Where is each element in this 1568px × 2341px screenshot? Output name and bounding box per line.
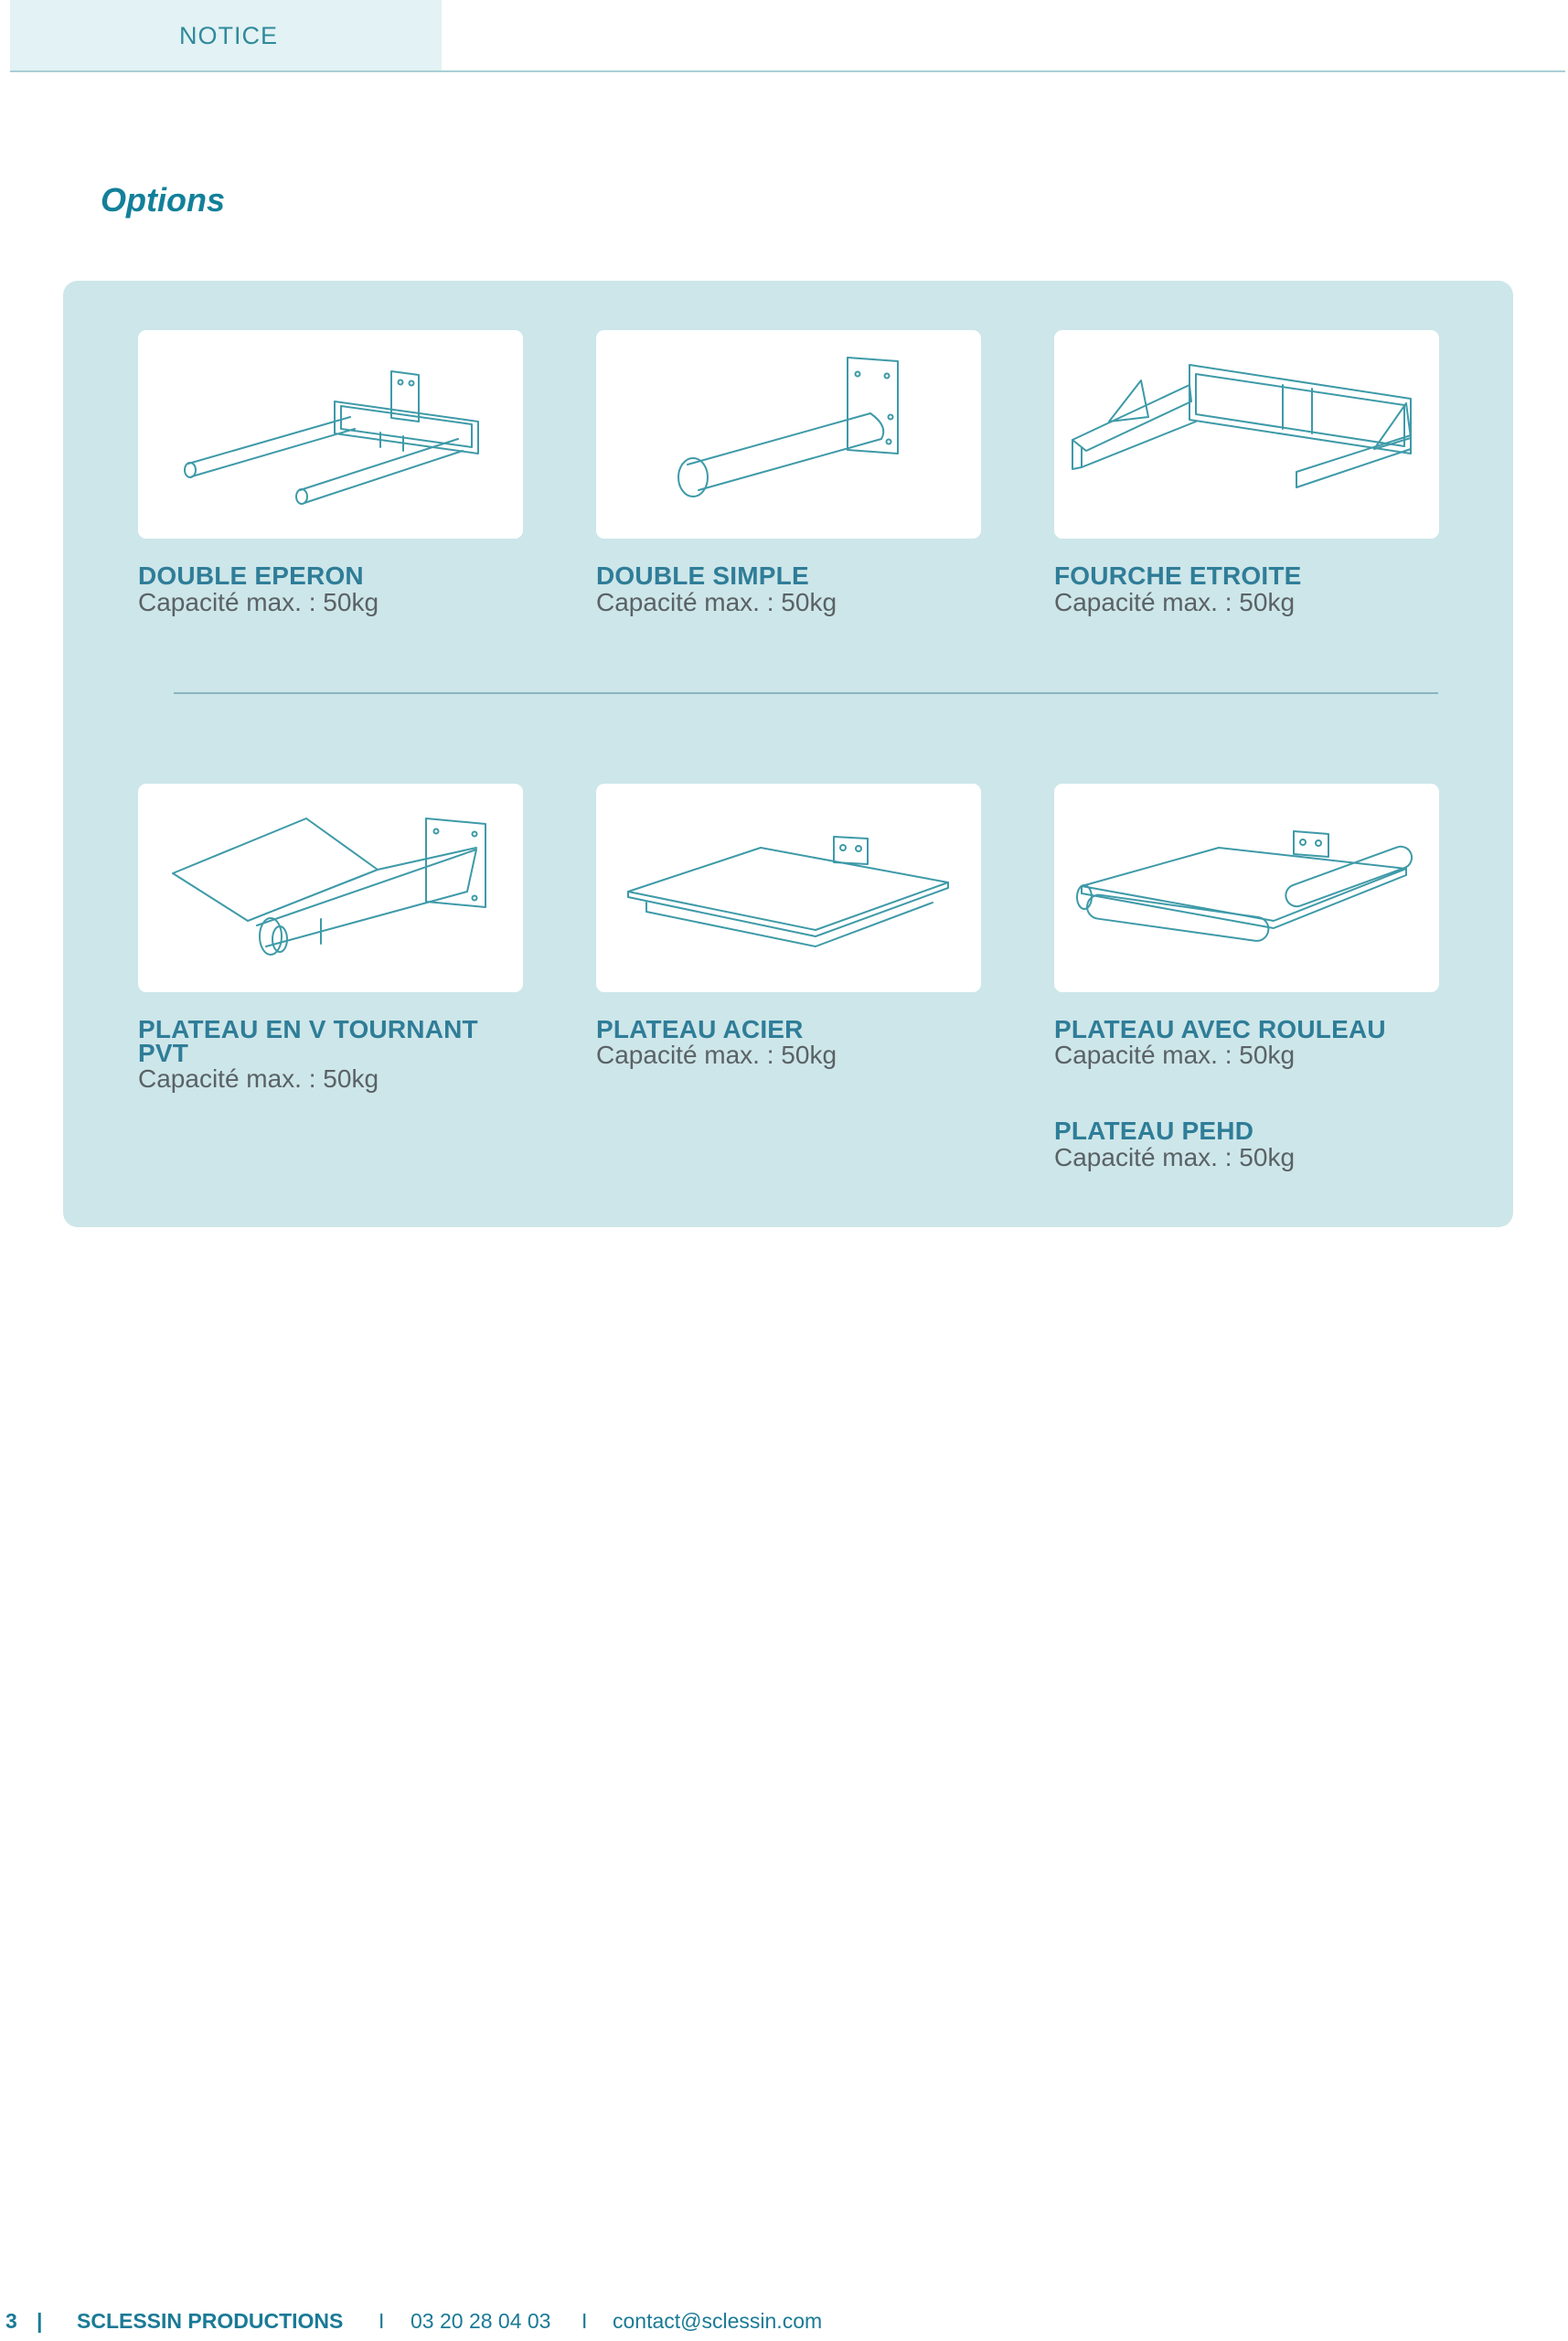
- plateau-acier-icon: [596, 784, 981, 992]
- footer-email[interactable]: contact@sclessin.com: [613, 2309, 823, 2333]
- footer-phone: 03 20 28 04 03: [411, 2309, 551, 2333]
- plateau-v-tournant-image: [138, 784, 523, 992]
- footer-company: SCLESSIN PRODUCTIONS: [77, 2309, 344, 2333]
- option-name-plateau-pehd: PLATEAU PEHD: [1054, 1117, 1254, 1145]
- plateau-rouleau-image: [1054, 784, 1439, 992]
- row-divider: [174, 692, 1438, 694]
- option-name-line-2: PVT: [138, 1039, 189, 1067]
- option-capacity-double-eperon: Capacité max. : 50kg: [138, 588, 379, 616]
- double-simple-icon: [596, 330, 981, 539]
- header-label: NOTICE: [179, 22, 279, 49]
- double-eperon-icon: [138, 330, 523, 539]
- option-capacity-plateau-acier: Capacité max. : 50kg: [596, 1041, 837, 1069]
- option-name-plateau-v-tournant: [138, 1015, 478, 1067]
- option-name-line-1: PLATEAU EN V TOURNANT: [138, 1015, 478, 1043]
- header-divider: [10, 70, 1565, 72]
- option-capacity-plateau-rouleau: Capacité max. : 50kg: [1054, 1041, 1296, 1069]
- plateau-rouleau-icon: [1054, 784, 1439, 992]
- double-eperon-image: [138, 330, 523, 539]
- option-name-double-eperon: DOUBLE EPERON: [138, 561, 364, 590]
- footer-separator: |: [37, 2309, 43, 2333]
- footer-page-number: 3: [5, 2309, 17, 2333]
- option-name-double-simple: DOUBLE SIMPLE: [596, 561, 809, 590]
- fourche-etroite-icon: [1054, 330, 1439, 539]
- option-name-fourche-etroite: FOURCHE ETROITE: [1054, 561, 1302, 590]
- footer-divider-2: I: [581, 2309, 588, 2333]
- double-simple-image: [596, 330, 981, 539]
- option-capacity-double-simple: Capacité max. : 50kg: [596, 588, 837, 616]
- option-capacity-plateau-v-tournant: Capacité max. : 50kg: [138, 1064, 379, 1093]
- plateau-acier-image: [596, 784, 981, 992]
- option-name-plateau-acier: PLATEAU ACIER: [596, 1015, 804, 1043]
- plateau-v-tournant-icon: [138, 784, 523, 992]
- option-name-plateau-rouleau: PLATEAU AVEC ROULEAU: [1054, 1015, 1386, 1043]
- option-capacity-fourche-etroite: Capacité max. : 50kg: [1054, 588, 1296, 616]
- footer-divider-1: I: [379, 2309, 385, 2333]
- option-capacity-plateau-pehd: Capacité max. : 50kg: [1054, 1143, 1296, 1171]
- fourche-etroite-image: [1054, 330, 1439, 539]
- section-title: Options: [101, 181, 225, 219]
